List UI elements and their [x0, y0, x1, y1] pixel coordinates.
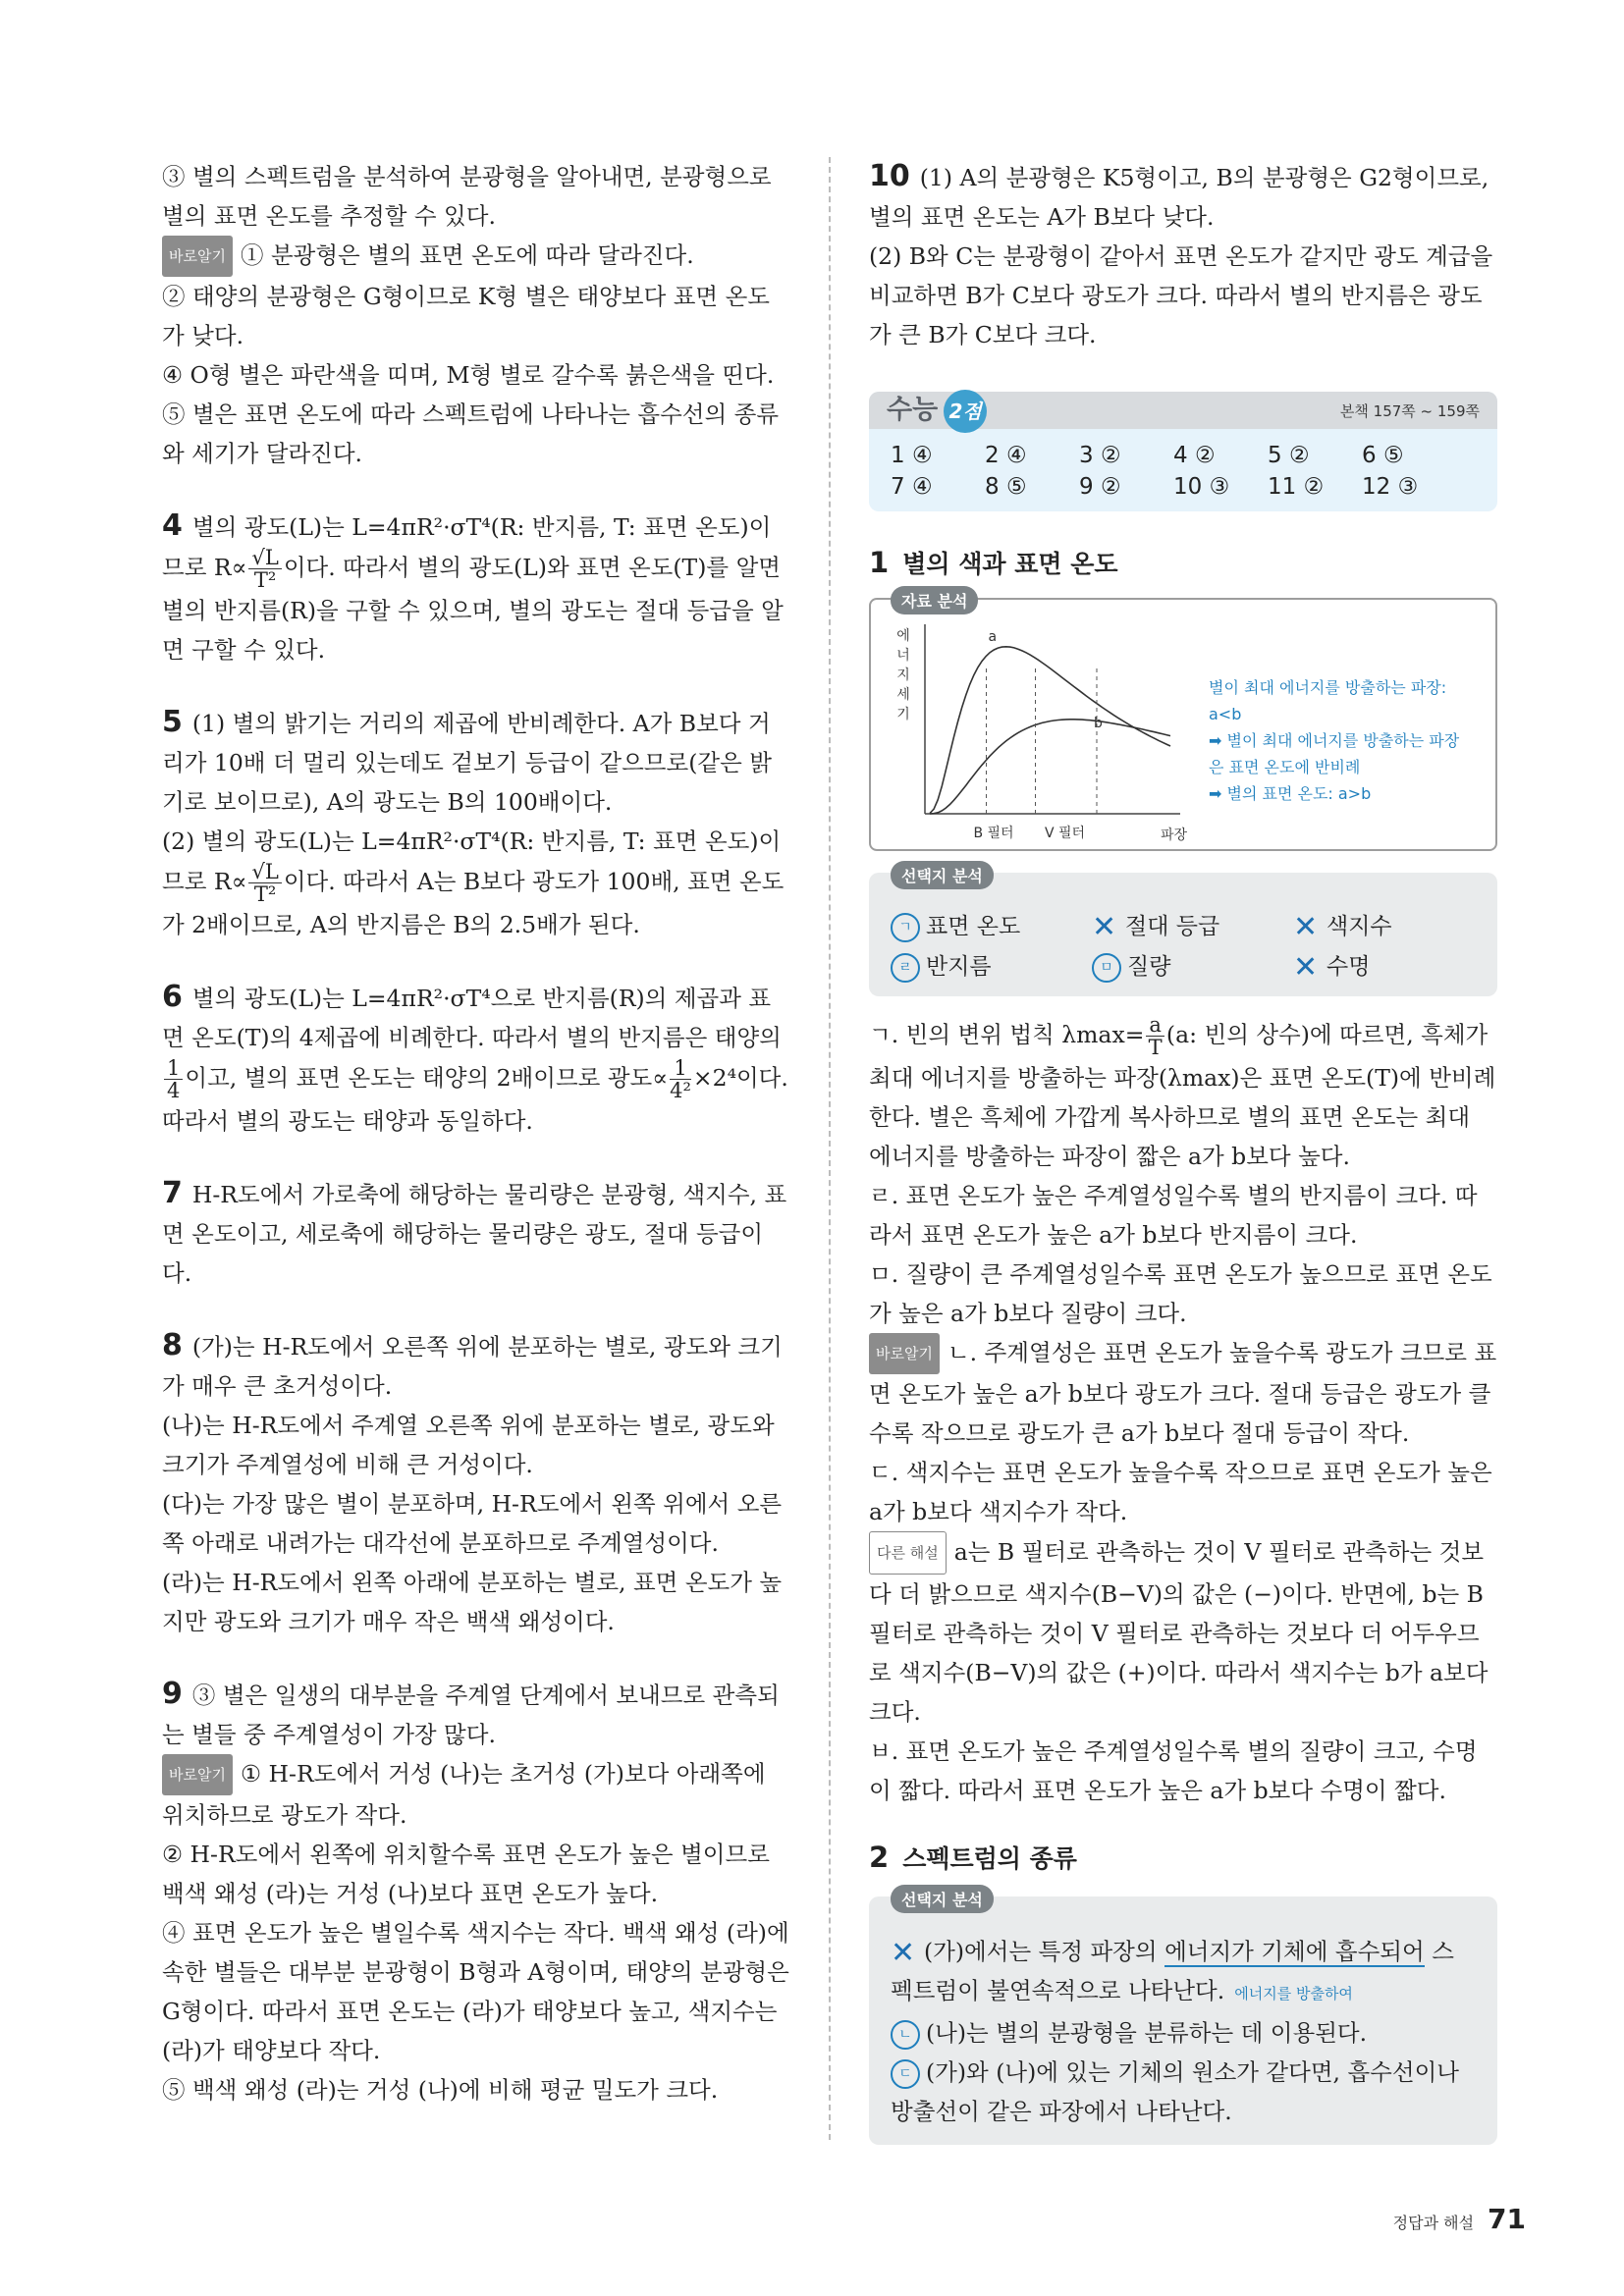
answer-grid: [869, 429, 1497, 500]
column-divider: [829, 157, 831, 2140]
spectrum-choice-3: ㄷ (가)와 (나)에 있는 기체의 원소가 같다면, 흡수선이나 방출선이 같은 파장에서 나타난다.: [891, 2058, 1459, 2125]
choice-3: ✕ 색지수: [1293, 910, 1392, 944]
answer-key-box: [869, 392, 1497, 511]
explanation-1: ㄱ. 빈의 변위 법칙 λmax= $\frac{a}{T}$ (a: 빈의 상수)에 따르면, 흑체가 최대 에너지를 방출하는 파장(λmax)은 표면 온도(T)에 반비례한다. 별은 흑체에 가깝게 복사하므로 별의 표면 온도는 최대 에너지를 방출하는 파장이 짧은 a가 b보다 높다.: [869, 1013, 1496, 1170]
wrong-4: ④ O형 별은 파란색을 띠며, M형 별로 갈수록 붉은색을 띤다.: [162, 361, 775, 389]
choice-6: ✕ 수명: [1293, 950, 1371, 985]
x-tick-label: V 필터: [1044, 826, 1086, 841]
answer-item: 10 ③: [1173, 474, 1230, 500]
x-mark-icon: ✕: [891, 1935, 916, 1970]
series-a-label: a: [988, 628, 998, 645]
q8-text-a: 8 (가)는 H-R도에서 오른쪽 위에 분포하는 별로, 광도와 크기가 매우 큰 초거성이다.: [162, 1328, 783, 1400]
answer-item: 4 ②: [1173, 443, 1216, 468]
chart-note-2: ➡ 별이 최대 에너지를 방출하는 파장은 표면 온도에 반비례: [1209, 731, 1460, 776]
answer-item: 9 ②: [1079, 474, 1121, 500]
y-axis-label: 지: [896, 667, 910, 683]
wrong-badge: 바로알기: [162, 236, 233, 277]
q8-number: 8: [162, 1328, 183, 1362]
spectrum-choice-box: [869, 1891, 1497, 2145]
explanation-6: 다른 해설 a는 B 필터로 관측하는 것이 V 필터로 관측하는 것보다 더 밝으므로 색지수(B−V)의 값은 (−)이다. 반면에, b는 B 필터로 관측하는 것이 V 필터로 관측하는 것보다 더 어두우므로 색지수(B−V)의 값은 (+)이다. 따라서 색지수는 b가 a보다 크다.: [869, 1531, 1497, 1732]
q9-wrong-4: ④ 표면 온도가 높은 별일수록 색지수는 작다. 백색 왜성 (라)에 속한 별들은 대부분 분광형이 B형과 A형이며, 태양의 분광형은 G형이다. 따라서 표면 온도는 (라)가 태양보다 높고, 색지수는 (라)가 태양보다 작다.: [162, 1919, 789, 2064]
wrong-badge: 바로알기: [162, 1754, 233, 1795]
answer-key-pages: 본책 157쪽 ~ 159쪽: [1339, 401, 1480, 420]
q9-text-a: 9 ③ 별은 일생의 대부분을 주계열 단계에서 보내므로 관측되는 별들 중 주계열성이 가장 많다.: [162, 1677, 780, 1748]
two-point-badge: 2점: [944, 390, 987, 433]
q4-number: 4: [162, 508, 183, 543]
answer-item: 11 ②: [1268, 474, 1325, 500]
x-mark-icon: ✕: [1092, 910, 1117, 944]
q5-text-2: (2) 별의 광도(L)는 L=4πR²·σT⁴(R: 반지름, T: 표면 온도)이므로 R∝ $\frac{√L}{\text{T²}}$ 이다. 따라서 A는 B보다 광도가 100배, 표면 온도가 2배이므로, A의 반지름은 B의 2.5배가 된다.: [162, 828, 785, 938]
q4-fraction: $\frac{√L}{\text{T²}}$: [248, 547, 281, 591]
explanation-2: ㄹ. 표면 온도가 높은 주계열성일수록 별의 반지름이 크다. 따라서 표면 온도가 높은 a가 b보다 반지름이 크다.: [869, 1182, 1478, 1249]
q7-text: 7 H-R도에서 가로축에 해당하는 물리량은 분광형, 색지수, 표면 온도이고, 세로축에 해당하는 물리량은 광도, 절대 등급이다.: [162, 1176, 787, 1287]
choice-1: ㄱ 표면 온도: [891, 908, 1092, 942]
choice-5: ㅁ 질량: [1092, 948, 1293, 983]
q4-text: 4 별의 광도(L)는 L=4πR²·σT⁴(R: 반지름, T: 표면 온도)이므로 R∝ $\frac{√L}{\text{T²}}$ 이다. 따라서 별의 광도(L)와 표면 온도(T)를 알면 별의 반지름(R)을 구할 수 있으며, 별의 광도는 절대 등급을 알면 구할 수 있다.: [162, 508, 784, 664]
explanation-3: ㅁ. 질량이 큰 주계열성일수록 표면 온도가 높으므로 표면 온도가 높은 a가 b보다 질량이 크다.: [869, 1260, 1492, 1327]
right-column: [869, 157, 1497, 2145]
choice-4: ㄹ 반지름: [891, 948, 1092, 983]
circle-mark-icon: ㅁ: [1092, 953, 1121, 983]
left-column: [162, 157, 790, 2109]
section-1-title: 1 별의 색과 표면 온도: [869, 546, 1118, 579]
x-axis-label: 파장: [1161, 828, 1188, 843]
answer-item: 5 ②: [1268, 443, 1310, 468]
q10-text-a: 10 (1) A의 분광형은 K5형이고, B의 분광형은 G2형이므로, 별의 표면 온도는 A가 B보다 낮다.: [869, 159, 1489, 231]
q6-fraction-1: $\frac{1}{4}$: [164, 1057, 183, 1101]
answer-item: 8 ⑤: [985, 474, 1027, 500]
choice-grid: [891, 908, 1476, 983]
answer-item: 6 ⑤: [1362, 443, 1404, 468]
choice-2: ✕ 절대 등급: [1092, 910, 1220, 944]
choice-analysis-tag: 선택지 분석: [891, 861, 994, 889]
q10-text-b: (2) B와 C는 분광형이 같아서 표면 온도가 같지만 광도 계급을 비교하면 B가 C보다 광도가 크다. 따라서 별의 반지름은 광도가 큰 B가 C보다 크다.: [869, 242, 1493, 348]
choice-analysis-box: [869, 867, 1497, 996]
chart-annotation: [1209, 674, 1474, 807]
q7-number: 7: [162, 1176, 183, 1210]
y-axis-label: 너: [896, 648, 910, 664]
answer-item: 7 ④: [891, 474, 933, 500]
chart-note-3: ➡ 별의 표면 온도: a>b: [1209, 784, 1372, 803]
circle-mark-icon: ㄷ: [891, 2059, 920, 2089]
q6-number: 6: [162, 980, 183, 1014]
wrong-5: ⑤ 별은 표면 온도에 따라 스펙트럼에 나타나는 흡수선의 종류와 세기가 달라진다.: [162, 400, 780, 467]
q5-number: 5: [162, 705, 183, 739]
data-analysis-box: [869, 592, 1497, 851]
energy-wavelength-chart: [871, 600, 1205, 845]
x-mark-icon: ✕: [1293, 950, 1319, 985]
x-tick-label: B 필터: [973, 826, 1014, 841]
y-axis-label: 세: [896, 687, 910, 703]
wrong-badge: 바로알기: [869, 1333, 940, 1374]
answer-item: 2 ④: [985, 443, 1027, 468]
y-axis-label: 에: [896, 628, 910, 644]
answer-item: 12 ③: [1362, 474, 1419, 500]
q9-wrong-2: ② H-R도에서 왼쪽에 위치할수록 표면 온도가 높은 별이므로 백색 왜성 (라)는 거성 (나)보다 표면 온도가 높다.: [162, 1841, 770, 1907]
q3-correct: ③ 별의 스펙트럼을 분석하여 분광형을 알아내면, 분광형으로 별의 표면 온도를 추정할 수 있다.: [162, 163, 772, 230]
y-axis-label: 기: [896, 707, 910, 722]
choice-analysis-tag: 선택지 분석: [891, 1885, 994, 1913]
answer-key-header: [869, 392, 1497, 429]
circle-mark-icon: ㄱ: [891, 913, 920, 942]
q8-text-b: (나)는 H-R도에서 주계열 오른쪽 위에 분포하는 별로, 광도와 크기가 주계열성에 비해 큰 거성이다.: [162, 1412, 775, 1478]
other-explanation-badge: 다른 해설: [869, 1531, 947, 1575]
series-a-line: [930, 647, 1170, 814]
series-b-line: [930, 720, 1170, 814]
explanation-4: 바로알기 ㄴ. 주계열성은 표면 온도가 높을수록 광도가 크므로 표면 온도가 높은 a가 b보다 광도가 크다. 절대 등급은 광도가 클수록 작으므로 광도가 큰 a가 b보다 절대 등급이 작다.: [869, 1333, 1497, 1453]
x-mark-icon: ✕: [1293, 910, 1319, 944]
data-analysis-tag: 자료 분석: [891, 586, 978, 614]
page-footer: [1393, 2203, 1526, 2235]
circle-mark-icon: ㄹ: [891, 953, 920, 983]
q5-fraction: $\frac{√L}{\text{T²}}$: [248, 861, 281, 905]
explanation-7: ㅂ. 표면 온도가 높은 주계열성일수록 별의 질량이 크고, 수명이 짧다. 따라서 표면 온도가 높은 a가 b보다 수명이 짧다.: [869, 1737, 1478, 1804]
correction-note: 에너지를 방출하여: [1234, 1985, 1353, 2002]
circle-mark-icon: ㄴ: [891, 2020, 920, 2050]
series-b-label: b: [1094, 715, 1103, 731]
section-2-title: 2 스펙트럼의 종류: [869, 1841, 1077, 1874]
spectrum-choice-1: ✕ (가)에서는 특정 파장의 에너지가 기체에 흡수되어 스펙트럼이 불연속적으로 나타난다. 에너지를 방출하여: [891, 1935, 1454, 2004]
q8-text-c: (다)는 가장 많은 별이 분포하며, H-R도에서 왼쪽 위에서 오른쪽 아래로 내려가는 대각선에 분포하므로 주계열성이다.: [162, 1490, 783, 1557]
q9-wrong-1: 바로알기 ① H-R도에서 거성 (나)는 초거성 (가)보다 아래쪽에 위치하므로 광도가 작다.: [162, 1754, 790, 1835]
answer-key-title: 수능 2점: [887, 388, 987, 433]
wrong-1: 바로알기 ① 분광형은 별의 표면 온도에 따라 달라진다.: [162, 236, 790, 277]
wrong-2: ② 태양의 분광형은 G형이므로 K형 별은 태양보다 표면 온도가 낮다.: [162, 283, 771, 349]
answer-item: 1 ④: [891, 443, 933, 468]
q9-number: 9: [162, 1677, 183, 1711]
footer-label: 정답과 해설: [1392, 2214, 1475, 2232]
q6-text: 6 별의 광도(L)는 L=4πR²·σT⁴으로 반지름(R)의 제곱과 표면 온도(T)의 4제곱에 비례한다. 따라서 별의 반지름은 태양의 $\frac{1}{4}$ 이고, 별의 표면 온도는 태양의 2배이므로 광도∝ $\frac{1}{\text{4²}}$ ×2⁴이다. 따라서 별의 광도는 태양과 동일하다.: [162, 980, 788, 1135]
wien-fraction: $\frac{a}{T}$: [1146, 1014, 1164, 1058]
page-number: 71: [1488, 2203, 1526, 2235]
spectrum-choice-2: ㄴ (나)는 별의 분광형을 분류하는 데 이용된다.: [891, 2013, 1476, 2053]
q8-text-d: (라)는 H-R도에서 왼쪽 아래에 분포하는 별로, 표면 온도가 높지만 광도와 크기가 매우 작은 백색 왜성이다.: [162, 1569, 783, 1635]
chart-note-1: 별이 최대 에너지를 방출하는 파장: a<b: [1209, 678, 1447, 723]
answer-item: 3 ②: [1079, 443, 1121, 468]
q5-text-1: 5 (1) 별의 밝기는 거리의 제곱에 반비례한다. A가 B보다 거리가 10배 더 멀리 있는데도 겉보기 등급이 같으므로(같은 밝기로 보이므로), A의 광도는 B의 100배이다.: [162, 705, 772, 816]
q6-fraction-2: $\frac{1}{\text{4²}}$: [670, 1056, 691, 1102]
q9-wrong-5: ⑤ 백색 왜성 (라)는 거성 (나)에 비해 평균 밀도가 크다.: [162, 2076, 719, 2104]
q10-number: 10: [869, 159, 910, 193]
explanation-5: ㄷ. 색지수는 표면 온도가 높을수록 작으므로 표면 온도가 높은 a가 b보다 색지수가 작다.: [869, 1459, 1492, 1525]
